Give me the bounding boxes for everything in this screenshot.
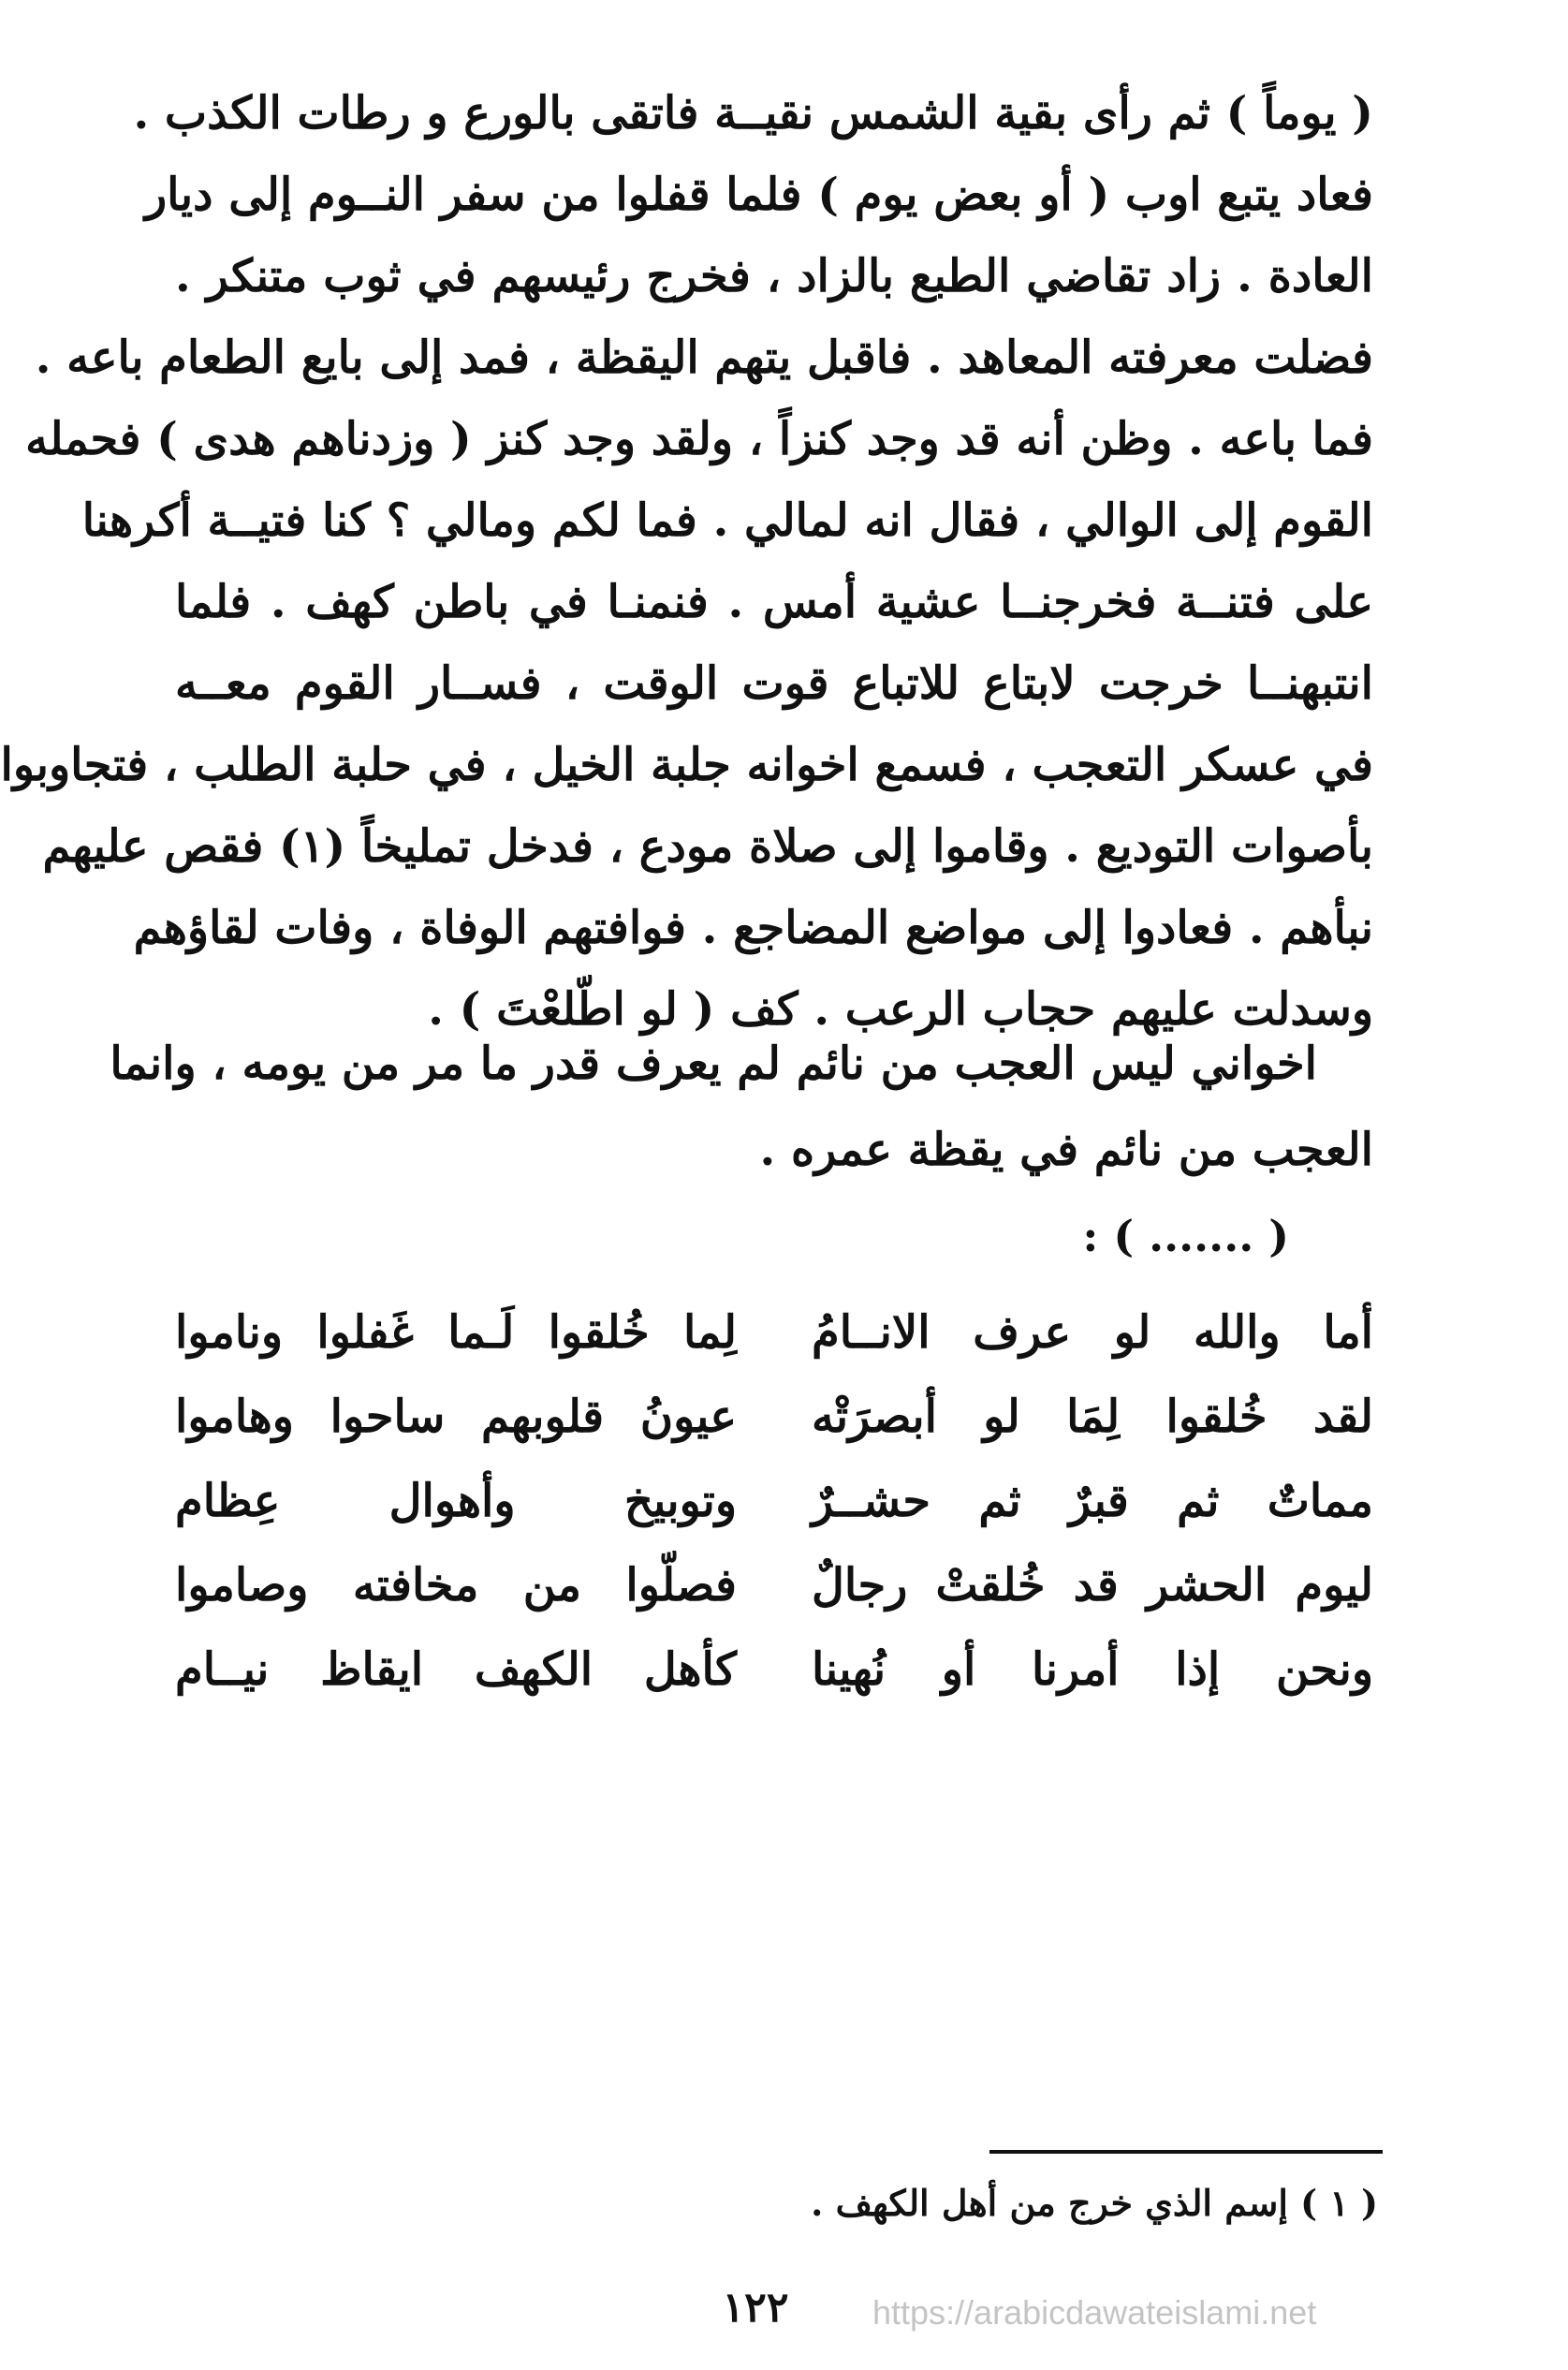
text-line: ( يوماً ) ثم رأى بقية الشمس نقيــة فاتقى بالورع و رطات الكذب . <box>133 87 1373 140</box>
text-line: اخواني ليس العجب من نائم لم يعرف قدر ما مر من يومه ، وانما <box>110 1038 1317 1090</box>
poem-verse <box>175 1375 1373 1459</box>
verse-first-hemistich: ليوم الحشر قد خُلقتْ رجالٌ <box>812 1559 1373 1612</box>
text-line: القوم إلى الوالي ، فقال انه لمالي . فما لكم ومالي ؟ كنا فتيــة أكرهنا <box>81 494 1373 547</box>
verse-second-hemistich: وتوبيخ وأهوال عِظام <box>175 1475 737 1527</box>
poem-heading: ( ....... ) : <box>1082 1211 1289 1261</box>
verse-first-hemistich: لقد خُلقوا لِمَا لو أبصرَتْه <box>812 1391 1373 1443</box>
text-line: وسدلت عليهم حجاب الرعب . كف ( لو اطّلعْتَ ) . <box>428 983 1373 1036</box>
text-line: العجب من نائم في يقظة عمره . <box>759 1124 1373 1176</box>
verse-second-hemistich: لِما خُلقوا لَـما غَفلوا وناموا <box>175 1306 737 1359</box>
verse-second-hemistich: فصلّوا من مخافته وصاموا <box>175 1559 737 1612</box>
verse-second-hemistich: عيونُ قلوبهم ساحوا وهاموا <box>175 1391 737 1443</box>
poem <box>175 1290 1373 1712</box>
text-line: فضلت معرفته المعاهد . فاقبل يتهم اليقظة ، فمد إلى بايع الطعام باعه . <box>35 331 1373 384</box>
text-line: فما باعه . وظن أنه قد وجد كنزاً ، ولقد وجد كنز ( وزدناهم هدى ) فحمله <box>25 413 1373 465</box>
main-paragraph <box>0 73 1373 1051</box>
verse-second-hemistich: كأهل الكهف ايقاظ نيــام <box>175 1643 737 1696</box>
text-line: بأصوات التوديع . وقاموا إلى صلاة مودع ، فدخل تمليخاً (١) فقص عليهم <box>42 820 1373 873</box>
footnote: ( ١ ) إسم الذي خرج من أهل الكهف . <box>811 2182 1378 2224</box>
verse-first-hemistich: أما والله لو عرف الانــامُ <box>812 1306 1373 1359</box>
verse-first-hemistich: ونحن إذا أمرنا أو نُهينا <box>812 1643 1373 1696</box>
second-paragraph <box>110 1021 1373 1193</box>
verse-first-hemistich: مماتٌ ثم قبرٌ ثم حشــرٌ <box>812 1475 1373 1527</box>
text-line: نبأهم . فعادوا إلى مواضع المضاجع . فوافتهم الوفاة ، وفات لقاؤهم <box>133 902 1373 954</box>
text-line: في عسكر التعجب ، فسمع اخوانه جلبة الخيل ، في حلبة الطلب ، فتجاوبوا <box>0 739 1373 791</box>
text-line: انتبهنــا خرجت لابتاع للاتباع قوت الوقت ، فســار القوم معــه <box>175 657 1373 710</box>
poem-verse <box>175 1459 1373 1543</box>
page-number: ١٢٢ <box>722 2284 789 2332</box>
text-line: على فتنــة فخرجنــا عشية أمس . فنمنـا في باطن كهف . فلما <box>175 576 1373 628</box>
text-line: فعاد يتبع اوب ( أو بعض يوم ) فلما قفلوا من سفر النــوم إلى ديار <box>144 169 1373 221</box>
poem-verse <box>175 1543 1373 1627</box>
footnote-divider <box>989 2150 1383 2154</box>
watermark-url: https://arabicdawateislami.net <box>872 2293 1317 2332</box>
text-line: العادة . زاد تقاضي الطبع بالزاد ، فخرج رئيسهم في ثوب متنكر . <box>175 250 1373 302</box>
poem-verse <box>175 1627 1373 1712</box>
poem-verse <box>175 1290 1373 1375</box>
